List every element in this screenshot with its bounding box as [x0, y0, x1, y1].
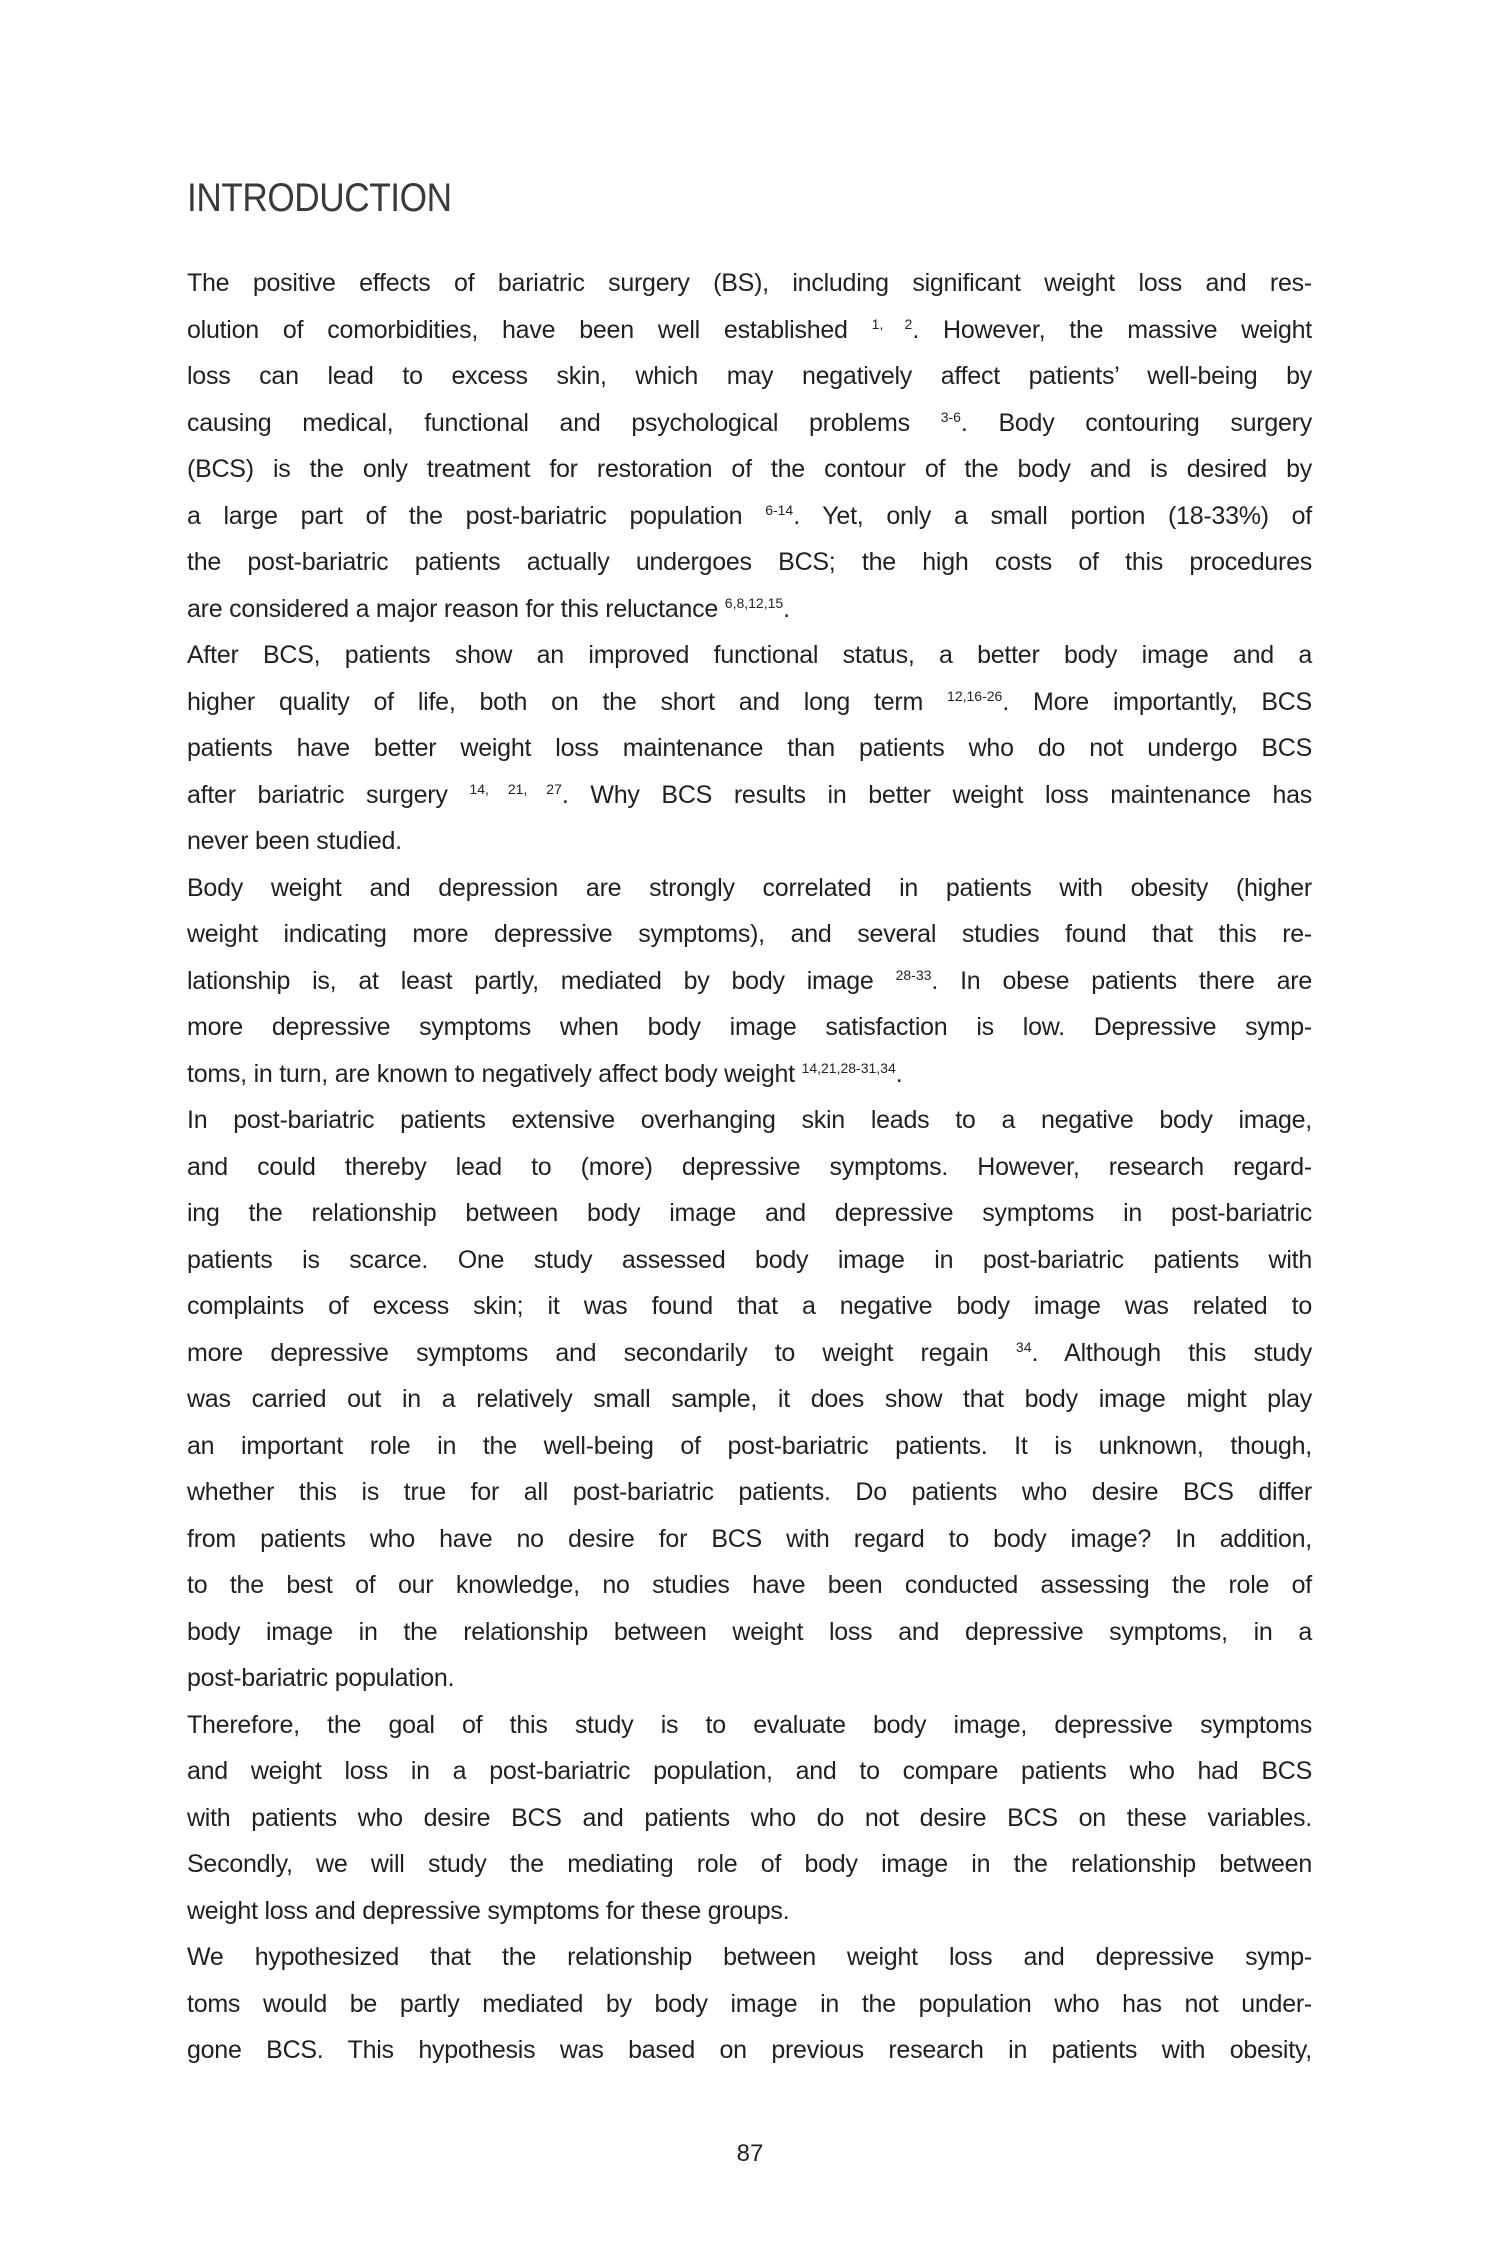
text-line: [187, 1190, 1312, 1237]
text-segment: more depressive symptoms when body image satisfaction is low. Depressive symp-: [187, 1013, 1312, 1041]
text-segment: ing the relationship between body image and depressive symptoms in post-bariatric: [187, 1199, 1312, 1227]
text-line: [187, 1051, 1312, 1098]
text-segment: .: [895, 1059, 903, 1088]
text-line: [187, 1237, 1312, 1284]
text-line: [187, 1609, 1312, 1656]
text-segment: post-bariatric population.: [187, 1664, 455, 1692]
text-segment: are considered a major reason for this reluctance: [187, 594, 725, 623]
text-line: [187, 1376, 1312, 1423]
text-line: [187, 307, 1312, 354]
text-segment: gone BCS. This hypothesis was based on previous research in patients with obesity,: [187, 2036, 1312, 2064]
paragraph: [187, 1934, 1312, 2074]
citation-superscript: 34: [1015, 1338, 1032, 1355]
text-segment: never been studied.: [187, 827, 402, 855]
text-line: [187, 1097, 1312, 1144]
text-segment: and weight loss in a post-bariatric population, and to compare patients who had BCS: [187, 1757, 1312, 1785]
text-segment: the post-bariatric patients actually undergoes BCS; the high costs of this procedures: [187, 548, 1312, 576]
text-segment: whether this is true for all post-bariatric patients. Do patients who desire BCS differ: [187, 1478, 1312, 1506]
paragraph: [187, 1702, 1312, 1935]
text-line: [187, 1516, 1312, 1563]
text-segment: . Body contouring surgery: [960, 408, 1312, 437]
paragraph: [187, 865, 1312, 1098]
text-line: [187, 1841, 1312, 1888]
text-segment: to the best of our knowledge, no studies have been conducted assessing the role of: [187, 1571, 1312, 1599]
text-segment: complaints of excess skin; it was found that a negative body image was related to: [187, 1292, 1312, 1320]
text-line: [187, 1655, 1312, 1702]
paragraph: [187, 632, 1312, 865]
text-segment: and could thereby lead to (more) depressive symptoms. However, research regard-: [187, 1152, 1312, 1181]
text-line: [187, 1562, 1312, 1609]
citation-superscript: 1, 2: [871, 315, 913, 332]
text-line: [187, 1144, 1312, 1191]
text-segment: . However, the massive weight: [912, 315, 1312, 344]
text-line: [187, 1981, 1312, 2028]
text-segment: In post-bariatric patients extensive overhanging skin leads to a negative body image,: [187, 1106, 1312, 1134]
text-line: [187, 911, 1312, 958]
text-segment: from patients who have no desire for BCS with regard to body image? In addition,: [187, 1524, 1312, 1553]
citation-superscript: 14, 21, 27: [469, 780, 562, 797]
text-segment: Therefore, the goal of this study is to evaluate body image, depressive symptoms: [187, 1710, 1312, 1739]
text-line: [187, 493, 1312, 540]
text-line: [187, 1469, 1312, 1516]
body-text: [187, 260, 1312, 2074]
text-line: [187, 1934, 1312, 1981]
text-segment: After BCS, patients show an improved functional status, a better body image and a: [187, 641, 1312, 669]
text-segment: The positive effects of bariatric surgery (BS), including significant weight loss and res-: [187, 269, 1312, 297]
citation-superscript: 3-6: [940, 408, 961, 425]
text-segment: patients have better weight loss maintenance than patients who do not undergo BCS: [187, 734, 1312, 762]
text-line: [187, 1283, 1312, 1330]
text-line: [187, 772, 1312, 819]
text-segment: a large part of the post-bariatric population: [187, 501, 766, 530]
text-segment: . In obese patients there are: [931, 966, 1312, 995]
paragraph: [187, 1097, 1312, 1702]
citation-superscript: 6-14: [765, 501, 794, 518]
text-segment: causing medical, functional and psychological problems: [187, 408, 941, 437]
citation-superscript: 6,8,12,15: [724, 594, 784, 611]
text-segment: . More importantly, BCS: [1002, 687, 1312, 716]
text-line: [187, 1004, 1312, 1051]
text-line: [187, 958, 1312, 1005]
citation-superscript: 14,21,28-31,34: [801, 1059, 896, 1076]
text-segment: (BCS) is the only treatment for restoration of the contour of the body and is desired by: [187, 455, 1312, 483]
text-line: [187, 818, 1312, 865]
text-line: [187, 679, 1312, 726]
text-line: [187, 586, 1312, 633]
text-line: [187, 1888, 1312, 1935]
text-segment: loss can lead to excess skin, which may negatively affect patients’ well-being by: [187, 362, 1312, 390]
paragraph: [187, 260, 1312, 632]
citation-superscript: 12,16-26: [947, 687, 1003, 704]
text-segment: . Although this study: [1031, 1338, 1312, 1367]
text-line: [187, 1702, 1312, 1749]
text-segment: more depressive symptoms and secondarily to weight regain: [187, 1338, 1016, 1367]
text-segment: weight indicating more depressive symptoms), and several studies found that this re-: [187, 920, 1312, 948]
section-heading: INTRODUCTION: [187, 176, 452, 220]
text-line: [187, 1748, 1312, 1795]
text-line: [187, 446, 1312, 493]
text-line: [187, 725, 1312, 772]
text-segment: toms would be partly mediated by body image in the population who has not under-: [187, 1989, 1312, 2018]
text-segment: Body weight and depression are strongly correlated in patients with obesity (higher: [187, 873, 1312, 902]
citation-superscript: 28-33: [895, 966, 932, 983]
text-line: [187, 260, 1312, 307]
text-segment: . Yet, only a small portion (18-33%) of: [793, 501, 1312, 530]
text-segment: was carried out in a relatively small sample, it does show that body image might play: [187, 1385, 1312, 1413]
text-line: [187, 400, 1312, 447]
text-segment: Secondly, we will study the mediating role of body image in the relationship between: [187, 1850, 1312, 1878]
text-line: [187, 1330, 1312, 1377]
text-line: [187, 632, 1312, 679]
text-line: [187, 353, 1312, 400]
text-segment: We hypothesized that the relationship between weight loss and depressive symp-: [187, 1943, 1312, 1971]
text-segment: lationship is, at least partly, mediated by body image: [187, 966, 896, 995]
text-segment: patients is scarce. One study assessed body image in post-bariatric patients with: [187, 1245, 1312, 1274]
text-segment: body image in the relationship between weight loss and depressive symptoms, in a: [187, 1617, 1312, 1646]
text-line: [187, 539, 1312, 586]
text-line: [187, 1423, 1312, 1470]
text-segment: weight loss and depressive symptoms for these groups.: [187, 1896, 790, 1925]
text-segment: an important role in the well-being of post-bariatric patients. It is unknown, though,: [187, 1431, 1312, 1460]
text-segment: .: [783, 594, 790, 623]
text-segment: with patients who desire BCS and patients who do not desire BCS on these variables.: [187, 1803, 1312, 1832]
text-line: [187, 2027, 1312, 2074]
text-line: [187, 865, 1312, 912]
text-segment: . Why BCS results in better weight loss maintenance has: [561, 780, 1313, 809]
text-segment: higher quality of life, both on the short and long term: [187, 687, 948, 716]
page-number: 87: [736, 2140, 764, 2167]
text-segment: after bariatric surgery: [187, 780, 470, 809]
text-segment: olution of comorbidities, have been well established: [187, 315, 872, 344]
text-segment: toms, in turn, are known to negatively affect body weight: [187, 1059, 802, 1088]
text-line: [187, 1795, 1312, 1842]
